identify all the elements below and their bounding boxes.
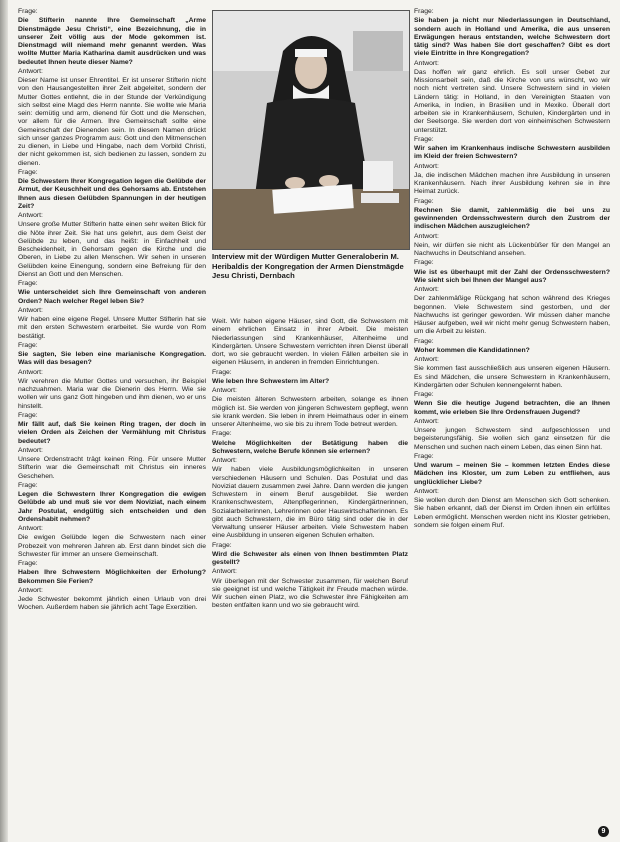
answer-paragraph: Die ewigen Gelübde legen die Schwestern nach einer Probezeit von mehreren Jahren ab. Erst dann bindet sich die Schwester für immer an unsere Gemeinschaft. [18, 534, 206, 558]
left-column [18, 8, 206, 836]
question-paragraph: Wird die Schwester als einen von Ihnen bestimmten Platz gestellt? [212, 550, 408, 566]
paragraph-label: Antwort: [414, 356, 439, 363]
middle-column [212, 318, 408, 836]
paragraph-label: Frage: [414, 197, 434, 205]
paragraph-label: Frage: [414, 337, 434, 345]
photo-illustration [213, 11, 409, 249]
paragraph-label: Frage: [18, 341, 38, 349]
question-paragraph: Die Schwestern Ihrer Kongregation legen die Gelübde der Armut, der Keuschheit und des Gehorsams ab. Entstehen Ihnen aus diesen Gelübden Spannungen in der heutigen Zeit? [18, 178, 206, 210]
question-paragraph: Und warum – meinen Sie – kommen letzten Endes diese Mädchen ins Kloster, um zum Leben zu entfliehen, aus unglücklicher Liebe? [414, 462, 610, 486]
answer-paragraph: Ja, die indischen Mädchen machen ihre Ausbildung in unseren Krankenhäusern. Nach ihrer Ausbildung kehren sie in ihre Heimat zurück. [414, 171, 610, 196]
question-paragraph: Die Stifterin nannte Ihre Gemeinschaft „Arme Dienstmägde Jesu Christi“, eine Bezeichnung, die in unserer Zeit völlig aus der Mode gekommen ist. Dienstmagd will niemand mehr genannt werden. Was wollte Mutter Maria Katharina damit ausdrücken und was bedeutet Ihnen heute dieser Name? [18, 17, 206, 66]
scan-edge [0, 0, 8, 842]
paragraph-label: Antwort: [414, 232, 439, 240]
paragraph-label: Antwort: [18, 525, 43, 532]
page-number: 9 [598, 826, 609, 837]
paragraph-label: Antwort: [212, 387, 237, 394]
paragraph-label: Frage: [414, 452, 434, 460]
answer-paragraph: Die meisten älteren Schwestern arbeiten, solange es ihnen möglich ist. Sie werden von jüngeren Schwestern gepflegt, wenn sie krank werden. Sie leben in ihrem Heimathaus oder in einem unserer Altenheime, wo sie bis zu ihrem Tode betreut werden. [212, 396, 408, 428]
question-paragraph: Wir sahen im Krankenhaus indische Schwestern ausbilden im Kleid der freien Schwestern? [414, 145, 610, 161]
question-paragraph: Wie leben Ihre Schwestern im Alter? [212, 377, 330, 385]
paragraph-label: Frage: [18, 560, 38, 567]
paragraph-label: Antwort: [414, 417, 439, 425]
question-paragraph: Woher kommen die Kandidatinnen? [414, 346, 530, 354]
paragraph-label: Antwort: [18, 306, 43, 314]
right-column [414, 8, 610, 836]
answer-paragraph: Unsere große Mutter Stifterin hatte einen sehr weiten Blick für die Nöte ihrer Zeit. Sie hat uns gelehrt, aus dem Geist der Gelübde zu leben, und das heißt: in Einfachheit und Bescheidenheit, in Gehorsam gegen die Kirche und die Oberen, in Liebe zu allen Menschen. Wir sehen in unseren Gelübden keine Einengung, sondern eine Befreiung für den Dienst an Gott und den Menschen. [18, 221, 206, 278]
question-paragraph: Sie sagten, Sie leben eine marianische Kongregation. Was will das besagen? [18, 351, 206, 367]
photo-caption: Interview mit der Würdigen Mutter Generaloberin M. Heribaldis der Kongregation der Armen Dienstmägde Jesu Christi, Dernbach [212, 252, 404, 280]
paragraph-label: Frage: [18, 280, 38, 287]
question-paragraph: Legen die Schwestern Ihrer Kongregation die ewigen Gelübde ab und muß sie vor dem Noviziat, nach einem Jahr Postulat, endgültig sich entscheiden und den Ordenshabit nehmen? [18, 491, 206, 523]
paragraph-label: Antwort: [18, 67, 43, 75]
answer-paragraph: Unsere jungen Schwestern sind aufgeschlossen und begeisterungsfähig. Sie wollen sich ganz einsetzen für die Menschen und suchen nach einem Leben, das einen Sinn hat. [414, 427, 610, 451]
answer-paragraph: Wir überlegen mit der Schwester zusammen, für welchen Beruf sie geeignet ist und welche Tätigkeit ihr Freude machen würde. Wir suchen einen Platz, wo die Schwester ihre Fähigkeiten am besten entfalten kann und wo sie gebraucht wird. [212, 577, 408, 610]
paragraph-label: Antwort: [18, 368, 43, 376]
question-paragraph: Rechnen Sie damit, zahlenmäßig die bei uns zu gewinnenden Ordensschwestern durch den Zustrom der indischen Mädchen auszugleichen? [414, 206, 610, 231]
paragraph-label: Antwort: [212, 457, 237, 464]
answer-paragraph: Dieser Name ist unser Ehrentitel. Er ist unserer Stifterin nicht von den Hausangestellten ihrer Zeit abgeleitet, sondern der Mutter Gottes entlehnt, die in der Stunde der Verkündigung sich selbst eine Magd des Herrn nannte. Sie wollte wie Maria sein: demütig und arm, dienend für Gott und die Menschen, vor allem für die Armen. Ihre Gemeinschaft sollte eine Gemeinschaft der Dienenden sein. In diesem Namen drückt sich unser ganzes Programm aus: Gott und den Mitmenschen zu dienen, in Liebe und Hingabe, nach dem Vorbild Christi, der nicht gekommen ist, sich bedienen zu lassen, sondern zu dienen. [18, 77, 206, 167]
question-paragraph: Sie haben ja nicht nur Niederlassungen in Deutschland, sondern auch in Holland und Amerika, die aus unseren Erwägungen heraus entstanden, welche Schwestern dort tätig sind? Was haben Sie dort geschaffen? Gibt es dort viele Eintritte in Ihre Kongregation? [414, 17, 610, 58]
paragraph-label: Frage: [414, 391, 434, 398]
paragraph-label: Frage: [18, 411, 38, 419]
answer-paragraph: Wir haben viele Ausbildungsmöglichkeiten in unseren verschiedenen Häusern und Schulen. Das Postulat und das Noviziat dauern zusammen zwei Jahre. Dann werden die jungen Schwestern in einem Beruf ausgebildet. Sie werden Krankenschwestern, Altenpflegerinnen, Kindergärtnerinnen, Sozialarbeiterinnen, Lehrerinnen oder Hauswirtschafterinnen. Es gibt auch Schwestern, die im Büro tätig sind oder die in der Verwaltung unserer Häuser arbeiten. Viele Schwestern haben eine Ausbildung in unseren eigenen Schulen erhalten. [212, 466, 408, 540]
answer-paragraph: Wir haben eine eigene Regel. Unsere Mutter Stifterin hat sie mit den ersten Schwestern erarbeitet. Sie wurde von Rom bestätigt. [18, 316, 206, 340]
answer-paragraph: Sie kommen fast ausschließlich aus unseren eigenen Häusern. Es sind Mädchen, die unsere Schwestern in Krankenhäusern, Kindergärten oder Schulen kennengelernt haben. [414, 365, 610, 389]
paragraph-label: Antwort: [414, 487, 439, 495]
question-paragraph: Haben Ihre Schwestern Möglichkeiten der Erholung? Bekommen Sie Ferien? [18, 569, 206, 585]
question-paragraph: Welche Möglichkeiten der Betätigung haben die Schwestern, welche Berufe können sie erlernen? [212, 439, 408, 455]
paragraph-label: Frage: [212, 541, 232, 549]
nun-photo [212, 10, 410, 250]
question-paragraph: Wie unterscheidet sich Ihre Gemeinschaft von anderen Orden? Nach welcher Regel leben Sie? [18, 289, 206, 305]
paragraph-label: Antwort: [18, 586, 43, 594]
answer-paragraph: Das hoffen wir ganz ehrlich. Es soll unser Gebet zur Missionsarbeit sein, daß die Kirche von uns wünscht, wo wir noch nicht vertreten sind. Unsere Schwestern sind in vielen Ländern tätig: in Holland, in den Vereinigten Staaten von Amerika, in Indien, in Brasilien und in Mexiko. Überall dort arbeiten sie in Krankenhäusern, Schulen, Kindergärten und in der Seelsorge. Sie werden dort von einheimischen Schwestern unterstützt. [414, 68, 610, 134]
paragraph-label: Frage: [18, 481, 38, 489]
paragraph-label: Antwort: [18, 212, 43, 219]
paragraph-label: Antwort: [212, 568, 237, 576]
answer-paragraph: Der zahlenmäßige Rückgang hat schon während des Krieges begonnen. Viele Schwestern sind gestorben, und der Nachwuchs ist geringer geworden. Wir müssen daher manche Häuser aufgeben, weil wir nicht mehr genug Schwestern haben, um die Arbeit zu leisten. [414, 295, 610, 336]
paragraph-label: Frage: [414, 135, 434, 143]
paragraph-label: Frage: [212, 430, 232, 438]
answer-paragraph: Sie wollen durch den Dienst am Menschen sich Gott schenken. Sie haben erkannt, daß der Dienst im Orden ihnen ein erfülltes Leben ermöglicht. Menschen werden nicht ins Kloster getrieben, sondern sie folgen einem Ruf. [414, 497, 610, 529]
paragraph-label: Frage: [18, 168, 38, 176]
paragraph-label: Frage: [414, 8, 434, 15]
paragraph-label: Frage: [18, 8, 38, 15]
question-paragraph: Wenn Sie die heutige Jugend betrachten, die an Ihnen kommt, wie erleben Sie Ihre Ordensfrauen Jugend? [414, 400, 610, 416]
answer-paragraph: Weit. Wir haben eigene Häuser, sind Gott, die Schwestern mit einem ehrlichen Einsatz in ihrer Arbeit. Die meisten Niederlassungen sind Krankenhäuser, Altenheime und Kindergärten. Unsere Schwestern verrichten ihren Dienst überall dort, wo sie gebraucht werden. In vielen Fällen arbeiten sie in eigenen Häusern, in anderen in fremden Einrichtungen. [212, 318, 408, 367]
paragraph-label: Frage: [414, 259, 434, 267]
question-paragraph: Mir fällt auf, daß Sie keinen Ring tragen, der doch in vielen Orden als Zeichen der Vermählung mit Christus bedeutet? [18, 421, 206, 445]
paragraph-label: Frage: [212, 368, 232, 376]
answer-paragraph: Unsere Ordenstracht trägt keinen Ring. Für unsere Mutter Stifterin war die Gemeinschaft mit Christus ein inneres Geschehen. [18, 456, 206, 480]
question-paragraph: Wie ist es überhaupt mit der Zahl der Ordensschwestern? Wie sieht sich bei Ihnen der Mangel aus? [414, 268, 610, 284]
paragraph-label: Antwort: [414, 162, 439, 170]
answer-paragraph: Nein, wir dürfen sie nicht als Lückenbüßer für den Mangel an Nachwuchs in Deutschland ansehen. [414, 241, 610, 257]
answer-paragraph: Wir verehren die Mutter Gottes und versuchen, ihr Beispiel nachzuahmen. Maria war die Dienerin des Herrn. Wie sie wollen wir uns ganz Gott hingeben und ihm dienen, wo er uns hinstellt. [18, 377, 206, 410]
paragraph-label: Antwort: [414, 59, 439, 67]
answer-paragraph: Jede Schwester bekommt jährlich einen Urlaub von drei Wochen. Außerdem haben sie jährlich acht Tage Exerzitien. [18, 596, 206, 612]
paragraph-label: Antwort: [18, 446, 43, 454]
paragraph-label: Antwort: [414, 286, 439, 293]
